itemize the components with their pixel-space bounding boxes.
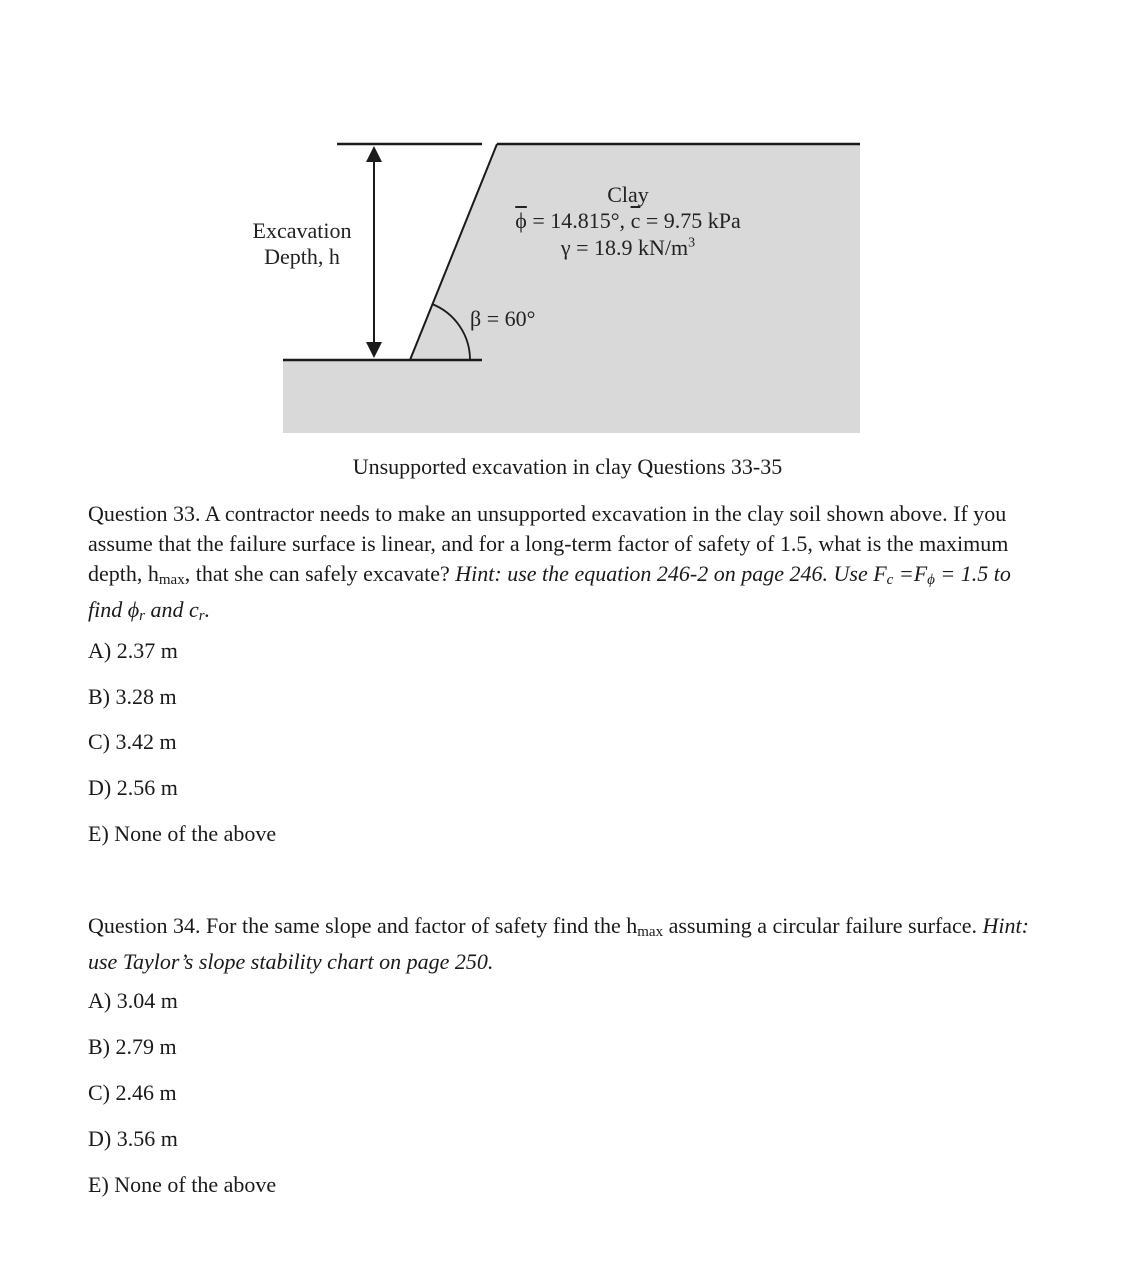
q33-option-c[interactable]: C) 3.42 m [88,729,177,754]
q33-option-e[interactable]: E) None of the above [88,821,277,846]
c-value: = 9.75 kPa [645,208,741,234]
q33-option-d[interactable]: D) 2.56 m [88,775,178,800]
phi-symbol: $\overline{\phi}$ [515,208,527,234]
q34-option-a[interactable]: A) 3.04 m [88,988,178,1013]
excavation-depth-label [240,218,364,271]
q33-sub-r1: r [139,608,145,624]
phi-value: = 14.815°, [532,208,626,234]
gamma-line [480,235,776,261]
q33-period: . [204,597,211,622]
q33-and-text: and c [144,597,199,622]
gamma-value: γ = 18.9 kN/m [560,234,689,260]
figure-caption: Unsupported excavation in clay Questions 33-35 [352,454,783,479]
q34-option-c[interactable]: C) 2.46 m [88,1080,177,1105]
q33-part2: , that she can safely excavate? [184,561,456,586]
q33-hint-sub-phi: ϕ [927,572,935,588]
soil-title: Clay [607,182,649,207]
beta-label: β = 60° [470,306,536,331]
q33-option-b[interactable]: B) 3.28 m [88,684,177,709]
gamma-exponent: 3 [688,235,696,251]
q33-hint-text: Hint: use the equation 246-2 on page 246. Use F [455,561,887,586]
excavation-label-line1: Excavation [252,218,352,243]
q34-option-b[interactable]: B) 2.79 m [88,1034,177,1059]
q33-phi-r: ϕ [127,597,140,622]
phi-c-line [480,208,776,234]
q33-hint-end: = 1.5 to find [88,561,1011,622]
q33-option-a[interactable]: A) 2.37 m [88,638,178,663]
excavation-label-line2: Depth, h [264,244,340,270]
question-33-text [88,499,1048,631]
arrow-down-icon [366,342,382,358]
q33-sub-r2: r [198,608,205,624]
c-symbol: $\overline{c}$ [630,208,641,234]
q33-part1: Question 33. A contractor needs to make an unsupported excavation in the clay soil shown above. If you assume that the failure surface is linear, and for a long-term factor of safety of 1.5, what is the maximum depth, h [88,501,1009,586]
q34-part1: Question 34. For the same slope and factor of safety find the h [88,913,638,938]
q34-hint: Hint: use Taylor’s slope stability chart on page 250. [88,913,1029,974]
q34-option-d[interactable]: D) 3.56 m [88,1126,178,1151]
q34-sub-max: max [637,924,664,940]
arrow-up-icon [366,146,382,162]
question-34-text [88,911,1048,977]
q34-part2: assuming a circular failure surface. [663,913,983,938]
q34-option-e[interactable]: E) None of the above [88,1172,277,1197]
q33-hint-sub-c: c [886,572,894,588]
q33-sub-max: max [158,572,185,588]
q33-hint-mid: =F [893,561,928,586]
soil-properties [480,182,776,261]
